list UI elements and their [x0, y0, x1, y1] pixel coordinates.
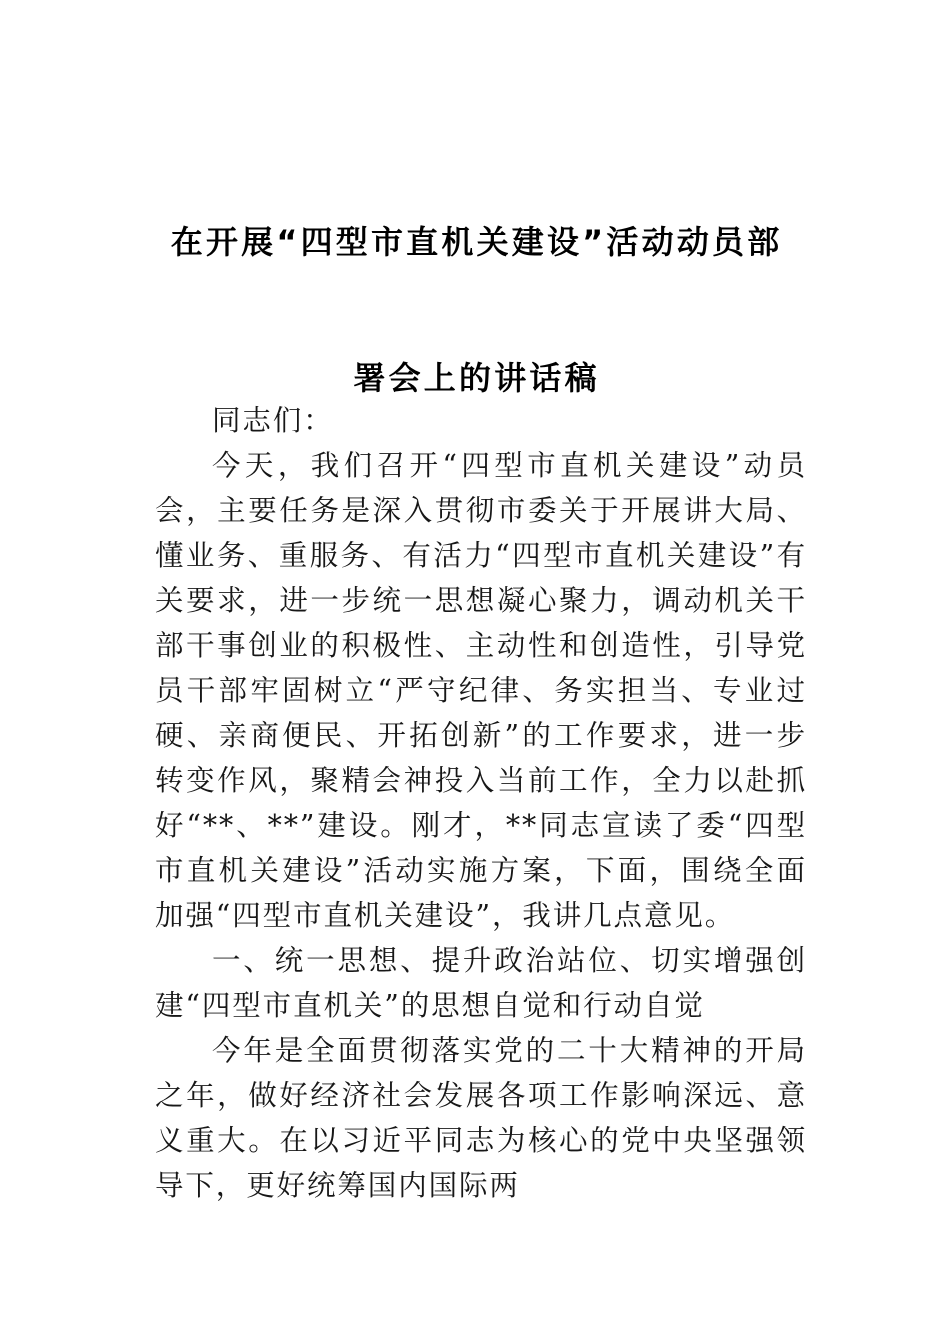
body-paragraph-1: 今天，我们召开“四型市直机关建设”动员会，主要任务是深入贯彻市委关于开展讲大局、懂业务、重服务、有活力“四型市直机关建设”有关要求，进一步统一思想凝心聚力，调动机关干部干事创业的积极性、主动性和创造性，引导党员干部牢固树立“严守纪律、务实担当、专业过硬、亲商便民、开拓创新”的工作要求，进一步转变作风，聚精会神投入当前工作，全力以赴抓好“**、**”建设。刚才，**同志宣读了委“四型市直机关建设”活动实施方案，下面，围绕全面加强“四型市直机关建设”，我讲几点意见。	[155, 449, 807, 932]
document-title-line-1: 在开展“四型市直机关建设”活动动员部	[170, 223, 783, 261]
document-title-line-2: 署会上的讲话稿	[353, 359, 600, 397]
document-body	[155, 398, 807, 1208]
salutation-paragraph: 同志们：	[212, 404, 334, 437]
body-paragraph-2: 今年是全面贯彻落实党的二十大精神的开局之年，做好经济社会发展各项工作影响深远、意义重大。在以习近平同志为核心的党中央坚强领导下，更好统筹国内国际两	[155, 1034, 807, 1202]
section-heading-1: 一、统一思想、提升政治站位、切实增强创建“四型市直机关”的思想自觉和行动自觉	[155, 944, 807, 1022]
